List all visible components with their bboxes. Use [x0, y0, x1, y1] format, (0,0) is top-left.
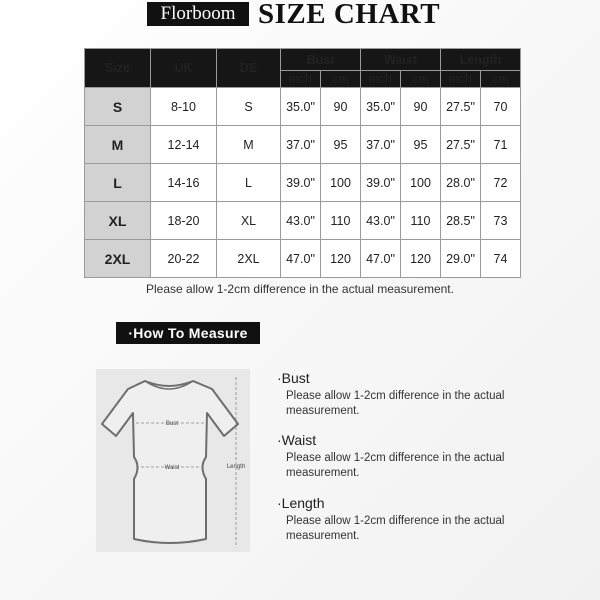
header-waist: Waist: [361, 49, 441, 71]
cell-bust-inch: 37.0": [281, 126, 321, 164]
size-table: [84, 48, 521, 278]
cell-size: M: [85, 126, 151, 164]
cell-bust-cm: 110: [321, 202, 361, 240]
cell-bust-inch: 43.0": [281, 202, 321, 240]
tshirt-diagram: [96, 369, 250, 552]
table-row: [85, 202, 521, 240]
cell-waist-cm: 110: [401, 202, 441, 240]
cell-length-inch: 28.5": [441, 202, 481, 240]
cell-bust-cm: 100: [321, 164, 361, 202]
cell-length-cm: 72: [481, 164, 521, 202]
table-row: [85, 88, 521, 126]
unit-cm: cm: [401, 71, 441, 88]
cell-bust-inch: 35.0": [281, 88, 321, 126]
cell-length-cm: 71: [481, 126, 521, 164]
measurement-note: Please allow 1-2cm difference in the actual measurement.: [146, 282, 454, 296]
cell-uk: 14-16: [151, 164, 217, 202]
measure-item-bust: [277, 370, 522, 419]
cell-size: S: [85, 88, 151, 126]
header-uk: UK: [151, 49, 217, 88]
unit-inch: inch: [281, 71, 321, 88]
measure-heading: ·Length: [277, 495, 325, 511]
cell-length-inch: 29.0": [441, 240, 481, 278]
diagram-bust-label: Bust: [165, 421, 179, 427]
cell-waist-inch: 47.0": [361, 240, 401, 278]
how-to-measure-title: ·How To Measure: [116, 322, 260, 344]
cell-de: M: [217, 126, 281, 164]
cell-de: 2XL: [217, 240, 281, 278]
cell-waist-cm: 120: [401, 240, 441, 278]
measure-description: Please allow 1-2cm difference in the actual measurement.: [286, 515, 505, 542]
cell-length-cm: 74: [481, 240, 521, 278]
cell-waist-inch: 39.0": [361, 164, 401, 202]
tshirt-icon: [96, 369, 250, 552]
tshirt-outline: [102, 381, 238, 543]
cell-length-cm: 73: [481, 202, 521, 240]
measure-description: Please allow 1-2cm difference in the actual measurement.: [286, 390, 505, 417]
measure-item-length: [277, 495, 522, 544]
cell-bust-inch: 47.0": [281, 240, 321, 278]
table-row: [85, 164, 521, 202]
header-length: Length: [441, 49, 521, 71]
cell-uk: 12-14: [151, 126, 217, 164]
measure-item-waist: [277, 432, 522, 481]
unit-inch: inch: [441, 71, 481, 88]
cell-waist-inch: 35.0": [361, 88, 401, 126]
table-header-row: [85, 49, 521, 71]
cell-waist-cm: 90: [401, 88, 441, 126]
unit-cm: cm: [481, 71, 521, 88]
cell-waist-cm: 100: [401, 164, 441, 202]
cell-bust-inch: 39.0": [281, 164, 321, 202]
cell-bust-cm: 120: [321, 240, 361, 278]
diagram-waist-label: Waist: [164, 465, 180, 471]
cell-length-inch: 28.0": [441, 164, 481, 202]
table-row: [85, 240, 521, 278]
cell-waist-inch: 37.0": [361, 126, 401, 164]
cell-length-inch: 27.5": [441, 88, 481, 126]
cell-length-cm: 70: [481, 88, 521, 126]
header: [0, 0, 600, 30]
cell-uk: 8-10: [151, 88, 217, 126]
unit-inch: inch: [361, 71, 401, 88]
measure-heading: ·Waist: [277, 432, 317, 448]
cell-size: 2XL: [85, 240, 151, 278]
cell-uk: 20-22: [151, 240, 217, 278]
cell-waist-cm: 95: [401, 126, 441, 164]
measure-description: Please allow 1-2cm difference in the actual measurement.: [286, 452, 505, 479]
page-title: SIZE CHART: [258, 0, 441, 30]
measure-heading: ·Bust: [277, 370, 310, 386]
unit-cm: cm: [321, 71, 361, 88]
diagram-length-label: Length: [226, 464, 246, 470]
header-size: Size: [85, 49, 151, 88]
cell-uk: 18-20: [151, 202, 217, 240]
cell-de: XL: [217, 202, 281, 240]
cell-bust-cm: 95: [321, 126, 361, 164]
cell-de: L: [217, 164, 281, 202]
cell-waist-inch: 43.0": [361, 202, 401, 240]
cell-size: XL: [85, 202, 151, 240]
cell-size: L: [85, 164, 151, 202]
cell-length-inch: 27.5": [441, 126, 481, 164]
header-bust: Bust: [281, 49, 361, 71]
cell-de: S: [217, 88, 281, 126]
header-de: DE: [217, 49, 281, 88]
brand-logo: Florboom: [147, 2, 249, 26]
table-row: [85, 126, 521, 164]
cell-bust-cm: 90: [321, 88, 361, 126]
